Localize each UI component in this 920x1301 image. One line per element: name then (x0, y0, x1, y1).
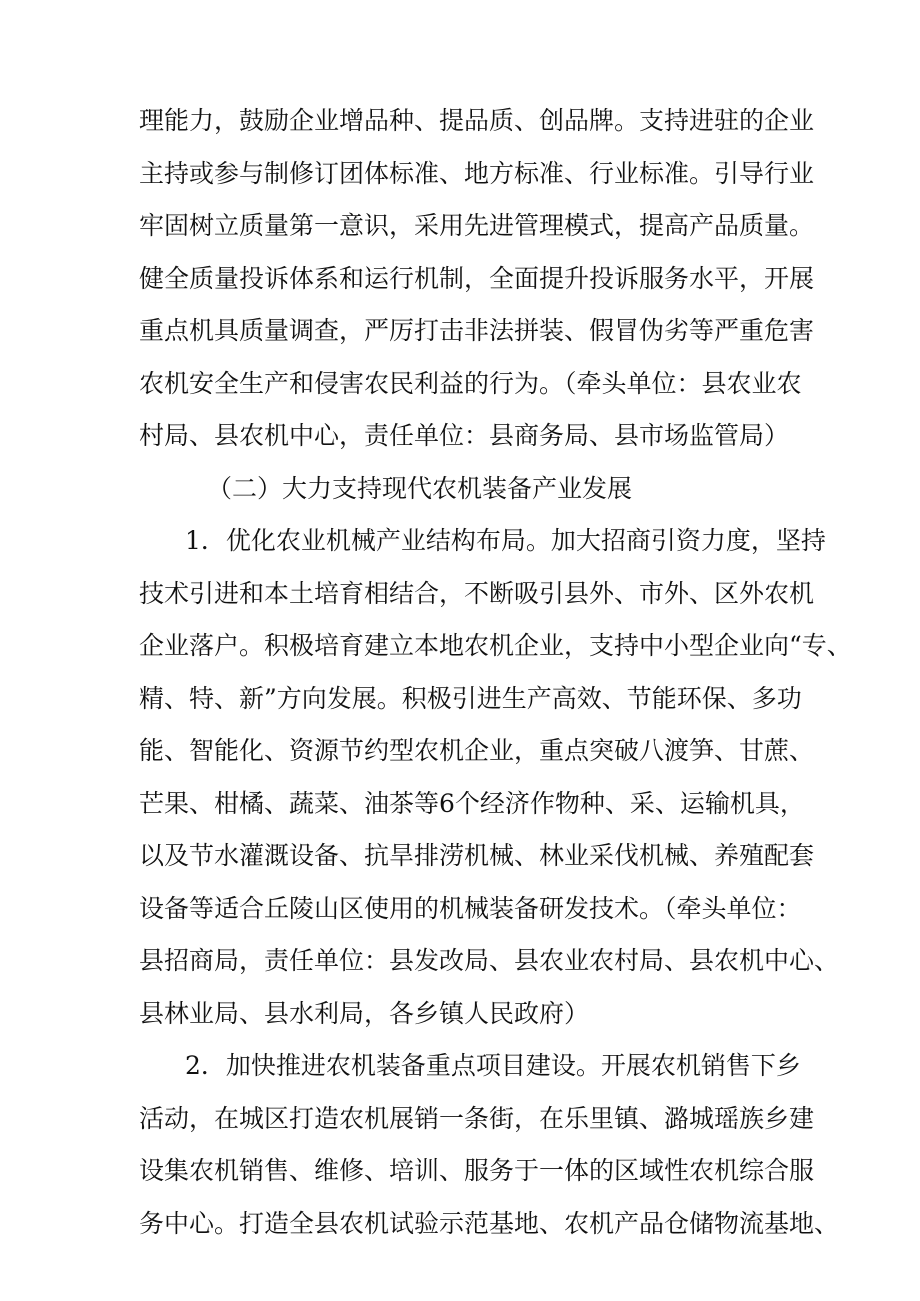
paragraph-line: 农机安全生产和侵害农民利益的行为。（牵头单位：县农业农 (139, 368, 802, 398)
paragraph-line: 村局、县农机中心，责任单位：县商务局、县市场监管局） (139, 421, 790, 450)
paragraph-line: 县招商局，责任单位：县发改局、县农业农村局、县农机中心、 (139, 946, 840, 975)
paragraph-line: 精、特、新”方向发展。积极引进生产高效、节能环保、多功 (139, 683, 802, 713)
paragraph-line: 重点机具质量调查，严厉打击非法拼装、假冒伪劣等严重危害 (139, 316, 815, 345)
numbered-item-heading: 2．加快推进农机装备重点项目建设。开展农机销售下乡 (185, 1051, 801, 1080)
paragraph-line: 芒果、柑橘、蔬菜、油茶等6个经济作物种、采、运输机具， (139, 788, 805, 818)
paragraph-line: 企业落户。积极培育建立本地农机企业，支持中小型企业向“专、 (139, 631, 852, 660)
paragraph-line: 务中心。打造全县农机试验示范基地、农机产品仓储物流基地、 (139, 1208, 840, 1238)
paragraph-line: 牢固树立质量第一意识，采用先进管理模式，提高产品质量。 (139, 211, 815, 240)
paragraph-line: 理能力，鼓励企业增品种、提品质、创品牌。支持进驻的企业 (139, 106, 815, 135)
paragraph-line: 活动，在城区打造农机展销一条街，在乐里镇、潞城瑶族乡建 (139, 1103, 815, 1133)
paragraph-line: 主持或参与制修订团体标准、地方标准、行业标准。引导行业 (139, 158, 815, 188)
numbered-item-heading: 1．优化农业机械产业结构布局。加大招商引资力度，坚持 (185, 526, 826, 555)
body-text (139, 95, 852, 1250)
paragraph-line: 设备等适合丘陵山区使用的机械装备研发技术。（牵头单位： (139, 893, 802, 923)
paragraph-line: 县林业局、县水利局，各乡镇人民政府） (139, 998, 590, 1028)
paragraph-line: 以及节水灌溉设备、抗旱排涝机械、林业采伐机械、养殖配套 (139, 841, 815, 870)
paragraph-line: 健全质量投诉体系和运行机制，全面提升投诉服务水平，开展 (139, 263, 815, 293)
paragraph-line: 能、智能化、资源节约型农机企业，重点突破八渡笋、甘蔗、 (139, 736, 815, 765)
section-heading: （二）大力支持现代农机装备产业发展 (207, 473, 633, 503)
paragraph-line: 技术引进和本土培育相结合，不断吸引县外、市外、区外农机 (139, 578, 815, 608)
paragraph-line: 设集农机销售、维修、培训、服务于一体的区域性农机综合服 (139, 1156, 815, 1185)
